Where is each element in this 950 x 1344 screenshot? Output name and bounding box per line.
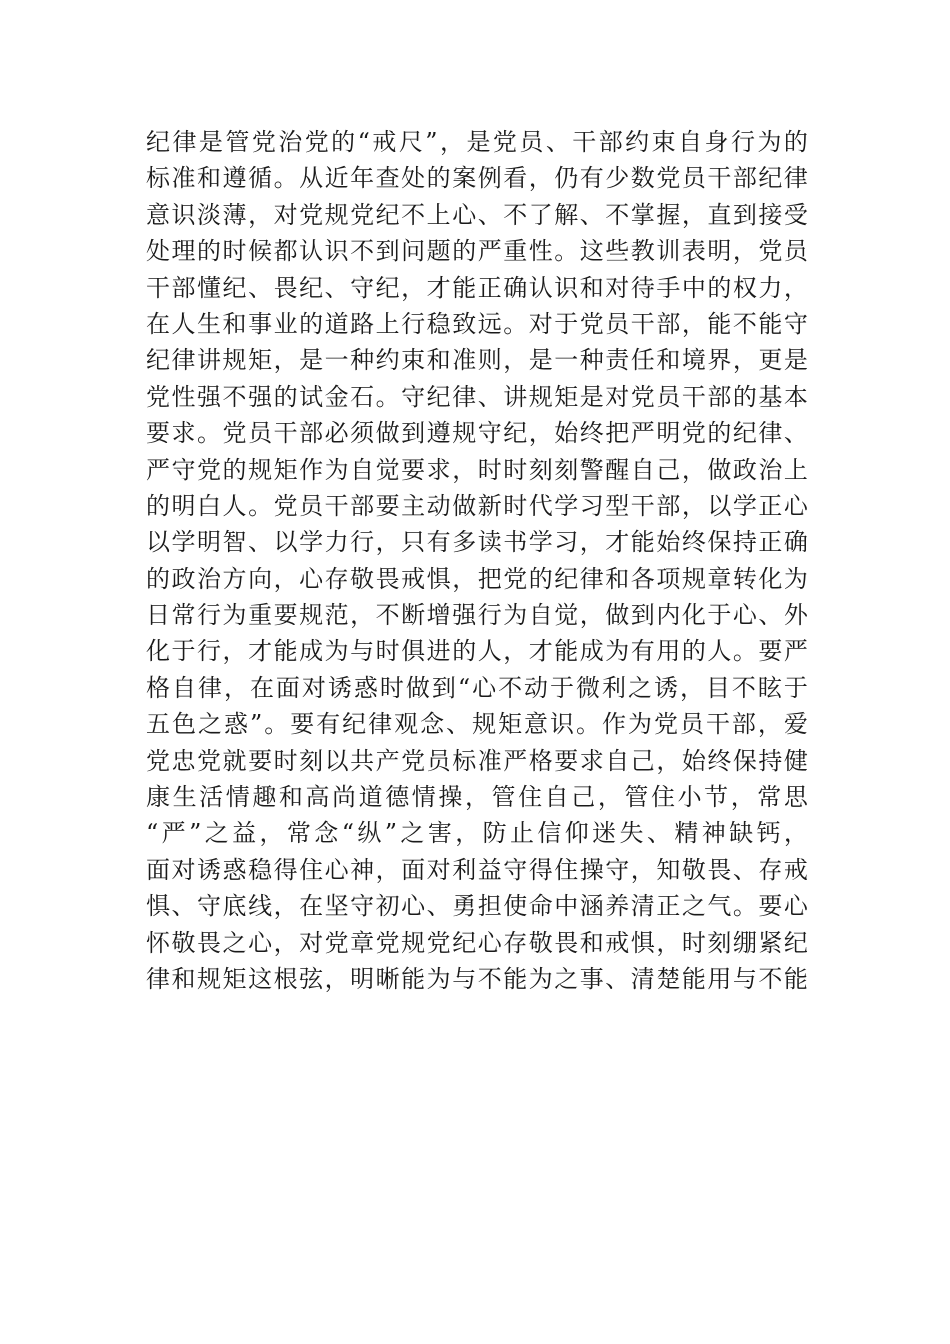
text-line: 的 政 治 方 向 ， 心 存 敬 畏 戒 惧 ， 把 党 的 纪 律 和 各 项 规 章 转 化 为 — [146, 564, 808, 593]
text-line: “ 严 ” 之 益 ， 常 念 “ 纵 ” 之 害 ， 防 止 信 仰 迷 失 、 精 神 缺 钙 ， — [146, 819, 808, 848]
text-line: 纪 律 是 管 党 治 党 的 “ 戒 尺 ” ， 是 党 员 、 干 部 约 束 自 身 行 为 的 — [146, 128, 808, 156]
text-line: 意 识 淡 薄 ， 对 党 规 党 纪 不 上 心 、 不 了 解 、 不 掌 握 ， 直 到 接 受 — [146, 200, 808, 229]
text-line: 党 忠 党 就 要 时 刻 以 共 产 党 员 标 准 严 格 要 求 自 己 ， 始 终 保 持 健 — [146, 746, 808, 775]
text-line: 党 性 强 不 强 的 试 金 石 。 守 纪 律 、 讲 规 矩 是 对 党 员 干 部 的 基 本 — [146, 382, 808, 411]
text-line: 惧 、 守 底 线 ， 在 坚 守 初 心 、 勇 担 使 命 中 涵 养 清 正 之 气 。 要 心 — [146, 892, 808, 921]
text-line: 面 对 诱 惑 稳 得 住 心 神 ， 面 对 利 益 守 得 住 操 守 ， 知 敬 畏 、 存 戒 — [146, 855, 808, 884]
text-line: 干 部 懂 纪 、 畏 纪 、 守 纪 ， 才 能 正 确 认 识 和 对 待 手 中 的 权 力 ， — [146, 273, 808, 302]
text-line: 怀 敬 畏 之 心 ， 对 党 章 党 规 党 纪 心 存 敬 畏 和 戒 惧 ， 时 刻 绷 紧 纪 — [146, 928, 808, 957]
text-line: 的 明 白 人 。 党 员 干 部 要 主 动 做 新 时 代 学 习 型 干 部 ， 以 学 正 心 — [146, 491, 808, 520]
text-line: 纪 律 讲 规 矩 ， 是 一 种 约 束 和 准 则 ， 是 一 种 责 任 和 境 界 ， 更 是 — [146, 346, 808, 375]
text-line: 在 人 生 和 事 业 的 道 路 上 行 稳 致 远 。 对 于 党 员 干 部 ， 能 不 能 守 — [146, 309, 808, 338]
text-line: 处 理 的 时 候 都 认 识 不 到 问 题 的 严 重 性 。 这 些 教 训 表 明 ， 党 员 — [146, 237, 808, 266]
text-line: 律 和 规 矩 这 根 弦 ， 明 晰 能 为 与 不 能 为 之 事 、 清 楚 能 用 与 不 能 — [146, 964, 808, 993]
text-line: 要 求 。 党 员 干 部 必 须 做 到 遵 规 守 纪 ， 始 终 把 严 明 党 的 纪 律 、 — [146, 419, 808, 448]
text-line: 康 生 活 情 趣 和 高 尚 道 德 情 操 ， 管 住 自 己 ， 管 住 小 节 ， 常 思 — [146, 783, 808, 812]
text-line: 以 学 明 智 、 以 学 力 行 ， 只 有 多 读 书 学 习 ， 才 能 始 终 保 持 正 确 — [146, 528, 808, 557]
text-line: 日 常 行 为 重 要 规 范 ， 不 断 增 强 行 为 自 觉 ， 做 到 内 化 于 心 、 外 — [146, 601, 808, 630]
body-paragraph — [146, 124, 808, 997]
text-line: 格 自 律 ， 在 面 对 诱 惑 时 做 到 “ 心 不 动 于 微 利 之 诱 ， 目 不 眩 于 — [146, 673, 808, 702]
text-line: 严 守 党 的 规 矩 作 为 自 觉 要 求 ， 时 时 刻 刻 警 醒 自 己 ， 做 政 治 上 — [146, 455, 808, 484]
text-line: 五 色 之 惑 ” 。 要 有 纪 律 观 念 、 规 矩 意 识 。 作 为 党 员 干 部 ， 爱 — [146, 710, 808, 739]
text-line: 化 于 行 ， 才 能 成 为 与 时 俱 进 的 人 ， 才 能 成 为 有 用 的 人 。 要 严 — [146, 637, 808, 666]
text-line: 标 准 和 遵 循 。 从 近 年 查 处 的 案 例 看 ， 仍 有 少 数 党 员 干 部 纪 律 — [146, 164, 808, 193]
